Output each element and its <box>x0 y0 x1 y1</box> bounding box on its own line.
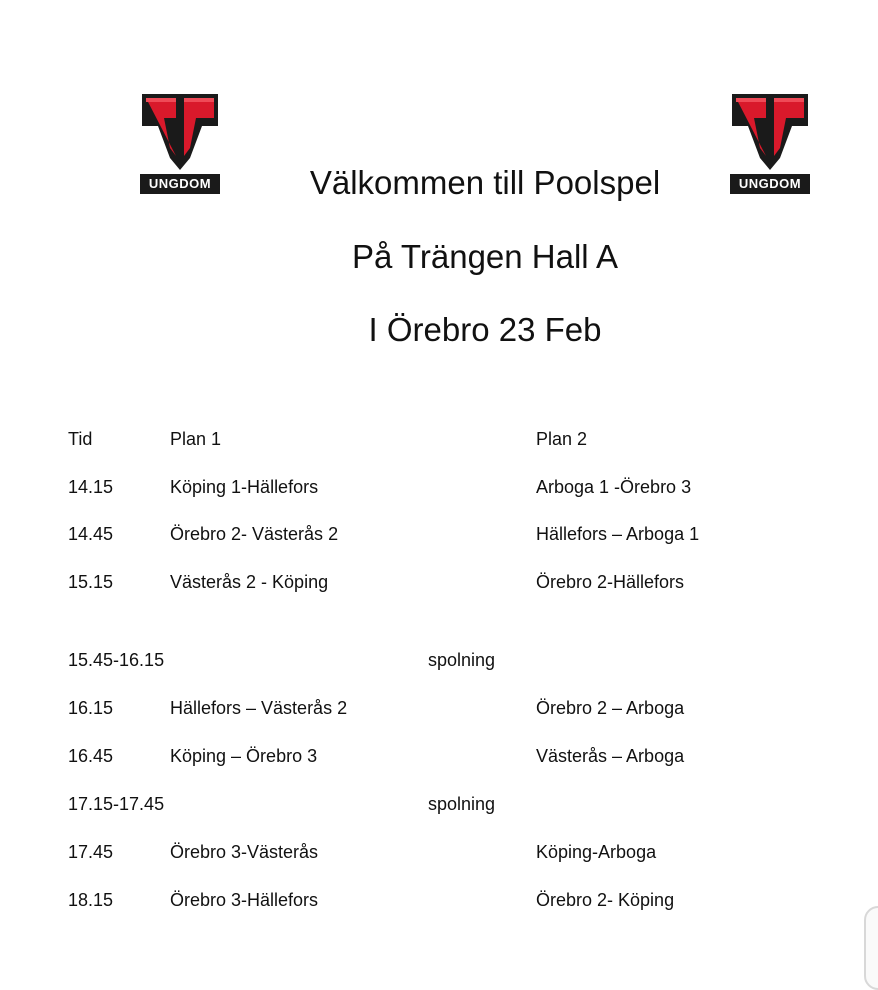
row-time: 17.15-17.45 <box>68 794 165 814</box>
title-date: I Örebro 23 Feb <box>368 311 602 348</box>
row-plan1-match: Örebro 3-Västerås <box>170 842 319 862</box>
row-plan2-match: Örebro 2- Köping <box>536 890 675 910</box>
title-welcome: Välkommen till Poolspel <box>309 164 661 201</box>
row-plan1-match: Västerås 2 - Köping <box>170 572 329 592</box>
row-plan1-match: Örebro 2- Västerås 2 <box>170 524 339 544</box>
row-plan1-match: Köping – Örebro 3 <box>170 746 318 766</box>
header-time: Tid <box>68 429 93 449</box>
logo-label: UNGDOM <box>730 174 810 194</box>
row-time: 15.45-16.15 <box>68 650 165 670</box>
schedule-header-row <box>0 427 878 451</box>
row-plan2-match: Västerås – Arboga <box>536 746 685 766</box>
row-note: spolning <box>428 650 496 670</box>
schedule-break-row <box>0 792 878 816</box>
row-plan1-match: Hällefors – Västerås 2 <box>170 698 348 718</box>
schedule-row <box>0 744 878 768</box>
row-note: spolning <box>428 794 496 814</box>
schedule-row <box>0 840 878 864</box>
schedule-row <box>0 475 878 499</box>
schedule-row <box>0 570 878 594</box>
row-plan2-match: Arboga 1 -Örebro 3 <box>536 477 692 497</box>
logo-emblem-icon <box>730 92 810 172</box>
row-time: 14.45 <box>68 524 114 544</box>
header-plan2: Plan 2 <box>536 429 588 449</box>
logo-label: UNGDOM <box>140 174 220 194</box>
row-time: 14.15 <box>68 477 114 497</box>
schedule-break-row <box>0 648 878 672</box>
row-plan1-match: Köping 1-Hällefors <box>170 477 319 497</box>
row-time: 15.15 <box>68 572 114 592</box>
row-plan2-match: Örebro 2 – Arboga <box>536 698 685 718</box>
row-plan1-match: Örebro 3-Hällefors <box>170 890 319 910</box>
row-time: 18.15 <box>68 890 114 910</box>
header-plan1: Plan 1 <box>170 429 222 449</box>
row-plan2-match: Örebro 2-Hällefors <box>536 572 685 592</box>
row-time: 16.45 <box>68 746 114 766</box>
row-plan2-match: Hällefors – Arboga 1 <box>536 524 700 544</box>
schedule-row <box>0 696 878 720</box>
title-venue: På Trängen Hall A <box>352 238 618 275</box>
schedule-row <box>0 522 878 546</box>
row-time: 16.15 <box>68 698 114 718</box>
schedule-row <box>0 888 878 912</box>
page-corner-overlay <box>864 906 878 990</box>
row-plan2-match: Köping-Arboga <box>536 842 657 862</box>
logo-emblem-icon <box>140 92 220 172</box>
row-time: 17.45 <box>68 842 114 862</box>
